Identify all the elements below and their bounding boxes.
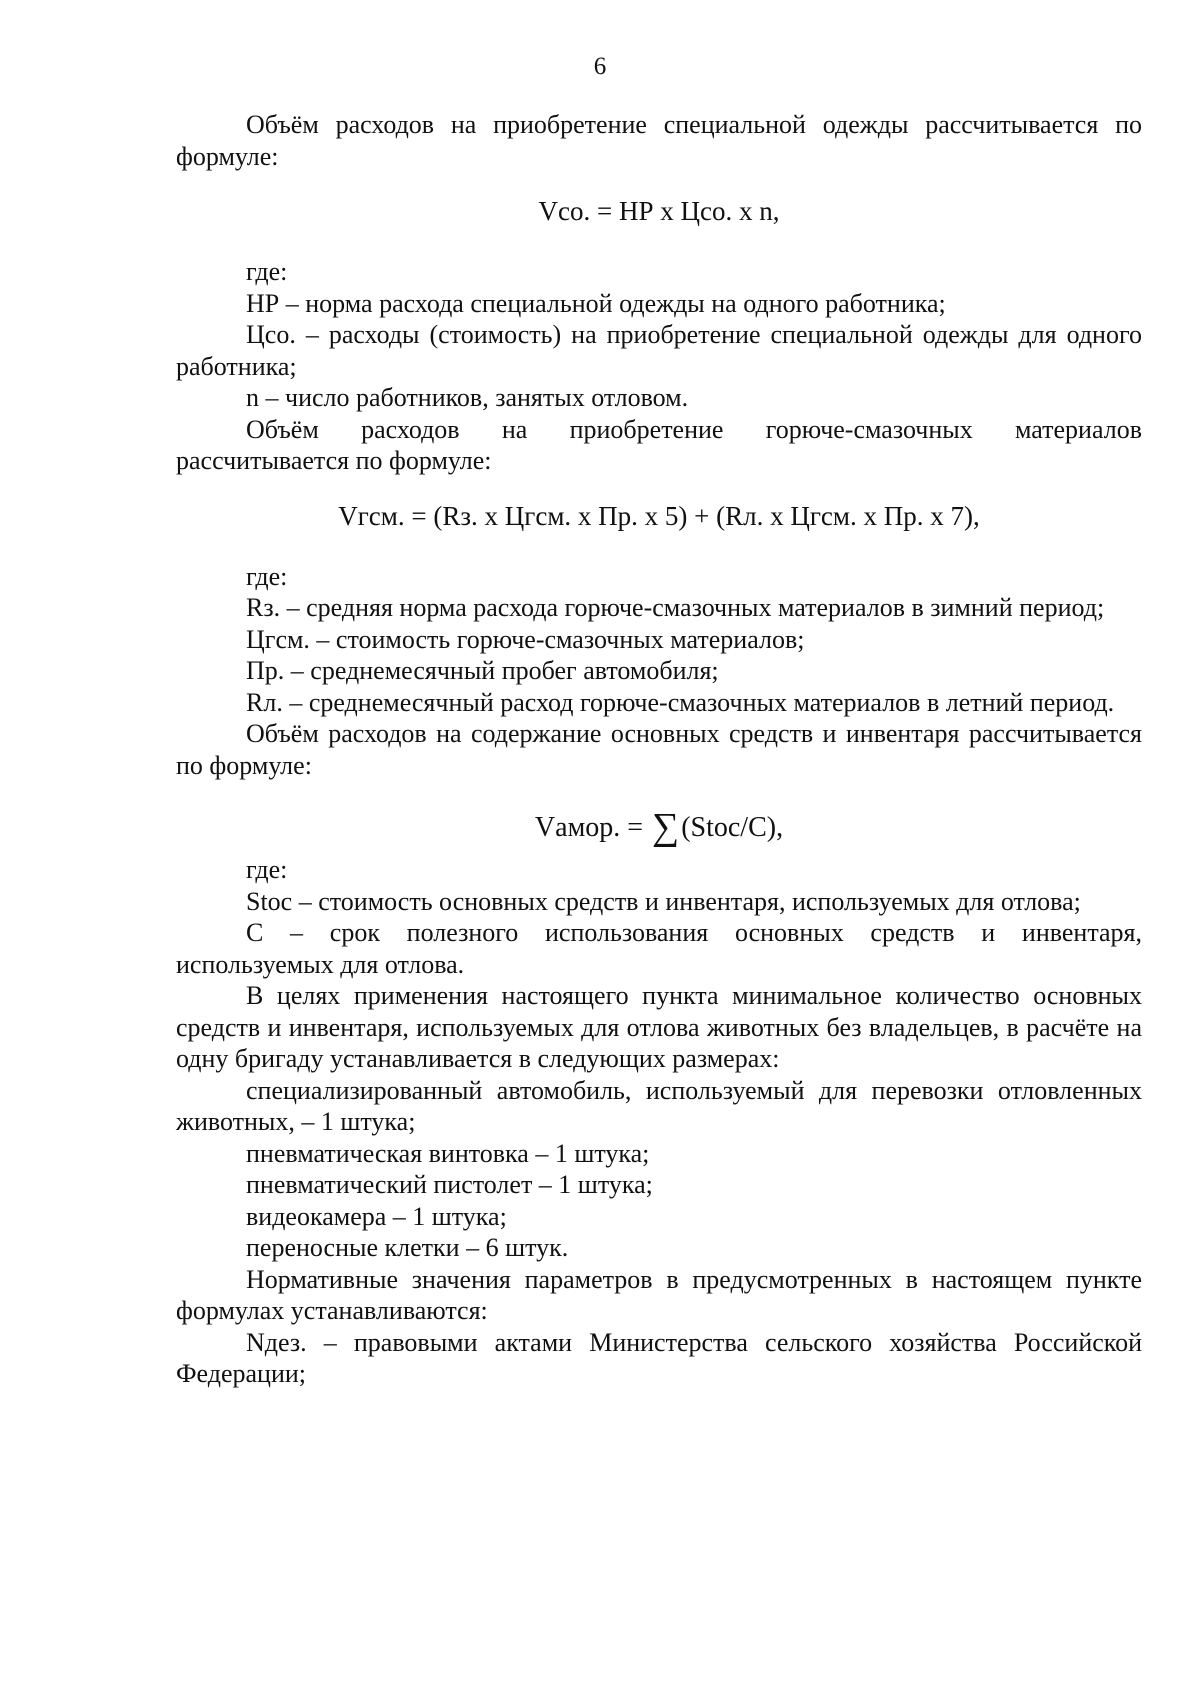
formula-amortization-left: Vамор. =: [534, 812, 651, 843]
equipment-item-vehicle: специализированный автомобиль, используемый для перевозки отловленных животных, – 1 штука;: [176, 1075, 1142, 1136]
paragraph-clothing-intro: Объём расходов на приобретение специальной одежды рассчитывается по формуле:: [176, 110, 1142, 171]
definition-tsso: Цсо. – расходы (стоимость) на приобретение специальной одежды для одного работника;: [176, 320, 1142, 381]
paragraph-assets-intro: Объём расходов на содержание основных средств и инвентаря рассчитывается по формуле:: [176, 719, 1142, 780]
equipment-item-camera: видеокамера – 1 штука;: [246, 1201, 507, 1231]
definition-n: n – число работников, занятых отловом.: [246, 383, 689, 412]
paragraph-equipment-intro: В целях применения настоящего пункта минимальное количество основных средств и инвентаря, используемых для отлова животных без владельцев, в расчёте на одну бригаду устанавливается в следующих размерах:: [176, 981, 1142, 1073]
equipment-item-rifle: пневматическая винтовка – 1 штука;: [246, 1138, 650, 1168]
formula-clothing: Vсо. = НР х Цсо. х n,: [538, 196, 780, 226]
where-label: где:: [246, 257, 288, 286]
formula-amortization-right: (Stoc/C),: [681, 812, 784, 843]
definition-rl: Rл. – среднемесячный расход горюче-смазочных материалов в летний период.: [246, 687, 1115, 717]
sigma-symbol: ∑: [652, 806, 680, 848]
where-label: где:: [246, 855, 288, 884]
where-label: где:: [246, 561, 288, 591]
document-body: [176, 109, 1142, 1390]
page-number: 6: [593, 53, 607, 80]
definition-np: НР – норма расхода специальной одежды на одного работника;: [246, 288, 946, 318]
normative-item-ndez: Nдез. – правовыми актами Министерства сельского хозяйства Российской Федерации;: [176, 1327, 1142, 1388]
equipment-item-pistol: пневматический пистолет – 1 штука;: [246, 1170, 653, 1199]
paragraph-normative-intro: Нормативные значения параметров в предусмотренных в настоящем пункте формулах устанавливаются:: [176, 1264, 1142, 1325]
paragraph-fuel-intro: Объём расходов на приобретение горюче-смазочных материалов рассчитывается по формуле:: [176, 414, 1142, 475]
definition-c: C – срок полезного использования основных средств и инвентаря, используемых для отлова.: [176, 918, 1142, 979]
formula-fuel: Vгсм. = (Rз. х Цгсм. х Пр. х 5) + (Rл. х Цгсм. х Пр. х 7),: [338, 500, 980, 531]
definition-stoc: Stoc – стоимость основных средств и инвентаря, используемых для отлова;: [246, 886, 1081, 916]
definition-tsgsm: Цгсм. – стоимость горюче-смазочных материалов;: [246, 624, 805, 654]
equipment-item-cages: переносные клетки – 6 штук.: [246, 1233, 569, 1262]
definition-pr: Пр. – среднемесячный пробег автомобиля;: [246, 656, 719, 685]
definition-rz: Rз. – средняя норма расхода горюче-смазочных материалов в зимний период;: [246, 593, 1105, 622]
formula-amortization: [176, 807, 1142, 848]
